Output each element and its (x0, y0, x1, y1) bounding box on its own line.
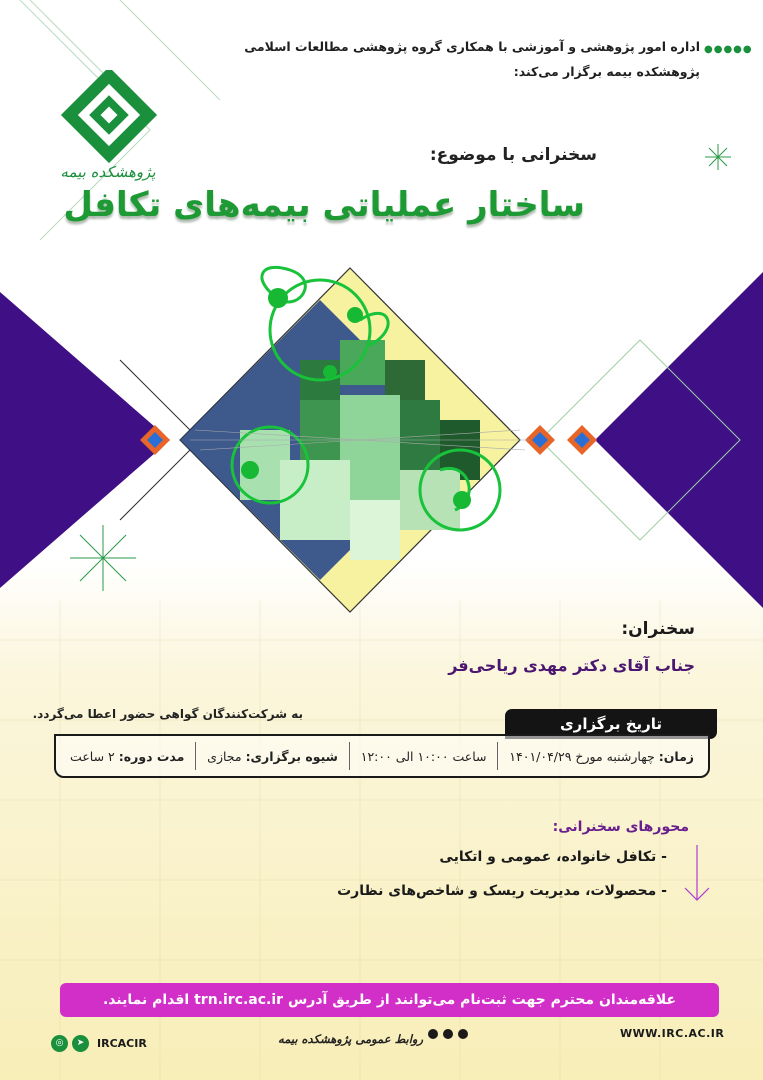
registration-banner[interactable]: علاقه‌مندان محترم جهت ثبت‌نام می‌توانند از طریق آدرس trn.irc.ac.ir اقدام نمایند. (60, 983, 719, 1017)
mode-value: مجازی (207, 748, 242, 764)
time-segment (501, 749, 702, 764)
duration-value: ۲ ساعت (70, 748, 115, 764)
certificate-note: به شرکت‌کنندگان گواهی حضور اعطا می‌گردد. (32, 707, 303, 721)
divider (349, 742, 350, 770)
axes-label: محورهای سخنرانی: (552, 819, 689, 835)
telegram-icon[interactable]: ➤ (72, 1035, 89, 1052)
duration-segment (62, 749, 192, 764)
hours-value: ساعت ۱۰:۰۰ الی ۱۲:۰۰ (360, 748, 487, 764)
schedule-info-box (54, 734, 710, 778)
website-link[interactable]: WWW.IRC.AC.IR (620, 1027, 725, 1040)
speaker-label: سخنران: (621, 619, 695, 639)
mode-segment (199, 749, 346, 764)
axis-item: - تکافل خانواده، عمومی و اتکایی (439, 849, 667, 865)
time-value: چهارشنبه مورخ ۱۴۰۱/۰۴/۲۹ (509, 748, 655, 764)
time-label: زمان: (658, 748, 694, 764)
topic-label: سخنرانی با موضوع: (429, 145, 597, 165)
speaker-name: جناب آقای دکتر مهدی ریاحی‌فر (448, 656, 695, 675)
social-handle: IRCACIR (97, 1037, 147, 1050)
instagram-icon[interactable]: ◎ (51, 1035, 68, 1052)
social-links (51, 1035, 147, 1052)
axis-item: - محصولات، مدیریت ریسک و شاخص‌های نظارت (337, 883, 667, 899)
public-relations-text: روابط عمومی پژوهشکده بیمه (278, 1032, 423, 1046)
footer-dots-icon (428, 1024, 473, 1043)
date-tab: تاریخ برگزاری (505, 709, 717, 739)
main-title: ساختار عملیاتی بیمه‌های تکافل (63, 185, 585, 225)
organizer-line: اداره امور پژوهشی و آموزشی با همکاری گروه پژوهشی مطالعات اسلامی (244, 39, 700, 54)
divider (497, 742, 498, 770)
duration-label: مدت دوره: (118, 748, 185, 764)
divider (195, 742, 196, 770)
mode-label: شیوه برگزاری: (245, 748, 338, 764)
hours-segment (353, 749, 495, 764)
organizer-line-2: پژوهشکده بیمه برگزار می‌کند: (513, 64, 700, 79)
logo-text: پژوهشکده بیمه (60, 163, 156, 181)
header-dots-icon: ●●●●● (704, 44, 753, 55)
